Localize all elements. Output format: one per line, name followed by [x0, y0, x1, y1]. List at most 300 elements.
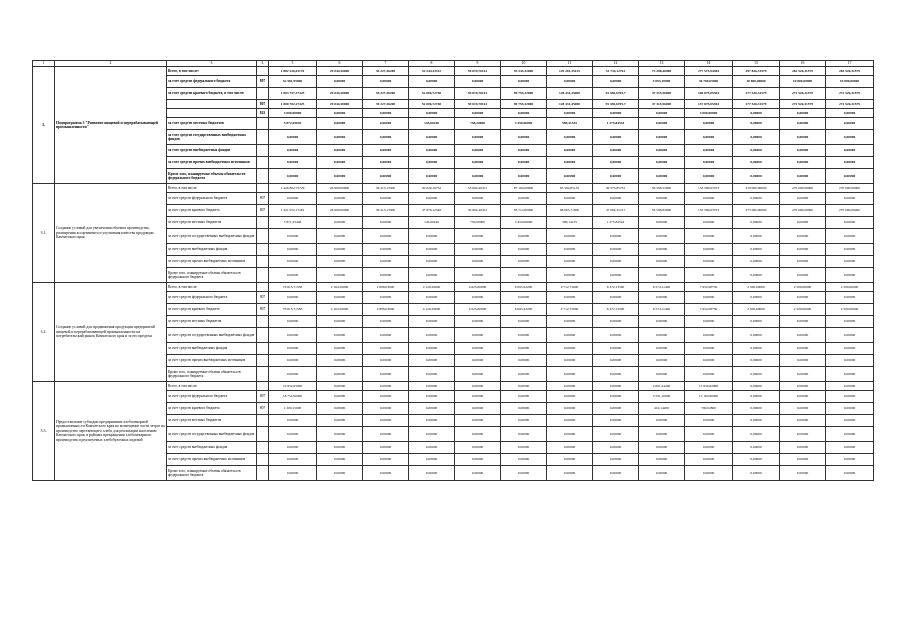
amount-cell: 5 871,55448 [269, 217, 317, 229]
amount-cell: 0,00000 [317, 145, 363, 157]
funding-source: Кроме того, планируемые объемы обязательств федерального бюджета [167, 268, 257, 283]
amount-cell: 6 095,22200 [501, 304, 547, 316]
budget-code [257, 130, 269, 145]
amount-cell: 0,00000 [409, 316, 455, 328]
budget-code: 807 [257, 304, 269, 316]
amount-cell: 0,00000 [826, 343, 874, 355]
amount-cell: 0,00000 [317, 403, 363, 415]
amount-cell: 1 275,84544 [593, 217, 639, 229]
header-cell: 6 [317, 61, 363, 67]
amount-cell: 0,00000 [317, 355, 363, 367]
amount-cell: 0,00000 [733, 427, 780, 442]
amount-cell: 0,00000 [455, 343, 501, 355]
amount-cell: 3 000,00000 [269, 109, 317, 118]
amount-cell: 0,00000 [455, 169, 501, 184]
amount-cell: 47 315,56000 [639, 88, 685, 100]
amount-cell: 0,00000 [269, 157, 317, 169]
amount-cell: 0,00000 [501, 244, 547, 256]
funding-source: за счет средств прочих внебюджетных источников [167, 355, 257, 367]
item-number: 3.2. [33, 283, 55, 382]
item-name: Предоставление субсидии предприятиям хлебопекарной промышленности Камчатского края на возмещение части затрат на производство черствеющего хлеба для реализации населению Камчатского края, в районах прекращения хлебопекарного производства и реализуемых хлебобулочных изделий [55, 382, 167, 481]
amount-cell: 0,00000 [547, 268, 593, 283]
amount-cell: 0,00000 [733, 292, 780, 304]
amount-cell: 0,00000 [269, 415, 317, 427]
amount-cell: 0,00000 [317, 382, 363, 391]
amount-cell: 52 006,72740 [409, 100, 455, 109]
amount-cell: 47 315,56000 [639, 100, 685, 109]
amount-cell: 0,00000 [501, 391, 547, 403]
amount-cell: 5 872,05045 [269, 118, 317, 130]
amount-cell: 0,00000 [409, 328, 455, 343]
header-cell: 3 [167, 61, 257, 67]
header-cell: 5 [269, 61, 317, 67]
amount-cell: 0,00000 [639, 217, 685, 229]
amount-cell: 0,00000 [593, 244, 639, 256]
amount-cell: 0,00000 [780, 292, 826, 304]
amount-cell: 0,00000 [501, 466, 547, 481]
amount-cell: 277 575,94304 [685, 67, 733, 76]
amount-cell: 0,00000 [685, 415, 733, 427]
amount-cell: 0,00000 [733, 145, 780, 157]
funding-source: за счет средств местных бюджетов [167, 415, 257, 427]
amount-cell: 0,00000 [409, 403, 455, 415]
amount-cell: 0,00000 [363, 343, 409, 355]
amount-cell: 0,00000 [409, 268, 455, 283]
funding-source: за счет средств государственных внебюджетных фондов [167, 229, 257, 244]
amount-cell: 0,00000 [780, 328, 826, 343]
amount-cell: 270 000,00000 [780, 205, 826, 217]
amount-cell: 0,00000 [780, 169, 826, 184]
amount-cell: 0,00000 [733, 229, 780, 244]
funding-source [167, 100, 257, 109]
budget-code: 807 [257, 391, 269, 403]
budget-code: 843 [257, 109, 269, 118]
amount-cell: 56 596,82900 [639, 205, 685, 217]
amount-cell: 0,00000 [269, 244, 317, 256]
amount-cell: 2 500,00000 [826, 304, 874, 316]
amount-cell: 0,00000 [409, 76, 455, 88]
amount-cell: 0,00000 [501, 109, 547, 118]
amount-cell: 0,00000 [317, 466, 363, 481]
amount-cell: 0,00000 [501, 355, 547, 367]
amount-cell: 0,00000 [269, 193, 317, 205]
amount-cell: 0,00000 [317, 316, 363, 328]
amount-cell: 0,00000 [826, 382, 874, 391]
amount-cell: 0,00000 [733, 268, 780, 283]
amount-cell: 0,00000 [826, 403, 874, 415]
amount-cell: 0,00000 [826, 193, 874, 205]
amount-cell: 0,00000 [826, 328, 874, 343]
amount-cell: 589,41335 [547, 118, 593, 130]
amount-cell: 0,00000 [547, 157, 593, 169]
amount-cell: 0,00000 [363, 217, 409, 229]
amount-cell: 0,00000 [733, 169, 780, 184]
amount-cell: 0,00000 [593, 403, 639, 415]
budget-code: 807 [257, 100, 269, 109]
amount-cell: 0,00000 [363, 292, 409, 304]
amount-cell: 0,00000 [826, 367, 874, 382]
amount-cell: 0,00000 [363, 415, 409, 427]
funding-source: Кроме того, планируемые объемы обязательств федерального бюджета [167, 169, 257, 184]
amount-cell: 0,00000 [409, 292, 455, 304]
budget-code [257, 442, 269, 454]
amount-cell: 0,00000 [455, 292, 501, 304]
amount-cell: 0,00000 [363, 466, 409, 481]
amount-cell: 0,00000 [547, 109, 593, 118]
amount-cell: 0,00000 [501, 145, 547, 157]
amount-cell: 0,00000 [685, 217, 733, 229]
amount-cell: 50 029,10752 [409, 184, 455, 193]
amount-cell: 0,00000 [501, 256, 547, 268]
item-number: 3. [33, 67, 55, 184]
amount-cell: 0,00000 [317, 328, 363, 343]
amount-cell: 0,00000 [780, 343, 826, 355]
amount-cell: 0,00000 [826, 442, 874, 454]
amount-cell: 1 800 702,27425 [269, 100, 317, 109]
amount-cell: 0,00000 [547, 343, 593, 355]
amount-cell: 0,00000 [501, 292, 547, 304]
amount-cell: 0,00000 [455, 193, 501, 205]
amount-cell: 0,00000 [409, 391, 455, 403]
item-number: 3.1. [33, 184, 55, 283]
amount-cell: 0,00000 [409, 355, 455, 367]
amount-cell: 0,00000 [685, 355, 733, 367]
amount-cell: 98 005,71000 [547, 205, 593, 217]
amount-cell: 0,00000 [317, 427, 363, 442]
amount-cell: 272 526,31579 [780, 100, 826, 109]
header-cell: 9 [455, 61, 501, 67]
amount-cell: 59 019,70161 [455, 100, 501, 109]
budget-code: 807 [257, 205, 269, 217]
amount-cell: 0,00000 [317, 118, 363, 130]
amount-cell: 3 450,00000 [501, 217, 547, 229]
amount-cell: 0,00000 [593, 169, 639, 184]
amount-cell: 0,00000 [547, 316, 593, 328]
amount-cell: 0,00000 [780, 217, 826, 229]
amount-cell: 0,00000 [317, 217, 363, 229]
amount-cell: 0,00000 [547, 367, 593, 382]
amount-cell: 0,00000 [317, 292, 363, 304]
amount-cell: 0,00000 [826, 157, 874, 169]
amount-cell: 2 808,03000 [363, 283, 409, 292]
amount-cell: 0,00000 [547, 454, 593, 466]
amount-cell: 0,00000 [826, 415, 874, 427]
funding-source: за счет средств краевого бюджета [167, 304, 257, 316]
amount-cell: 410,14200 [639, 403, 685, 415]
amount-cell: 0,00000 [455, 328, 501, 343]
amount-cell: 0,00000 [409, 466, 455, 481]
amount-cell: 0,00000 [593, 367, 639, 382]
amount-cell: 0,00000 [455, 130, 501, 145]
budget-code [257, 268, 269, 283]
amount-cell: 0,00000 [593, 157, 639, 169]
amount-cell: 7 952,08750 [685, 304, 733, 316]
amount-cell: 0,00000 [455, 355, 501, 367]
amount-cell: 0,00000 [639, 229, 685, 244]
amount-cell: 0,00000 [826, 292, 874, 304]
amount-cell: 0,00000 [455, 466, 501, 481]
amount-cell: 160 875,05304 [685, 88, 733, 100]
amount-cell: 0,00000 [733, 355, 780, 367]
amount-cell: 0,00000 [363, 169, 409, 184]
funding-source: за счет средств прочих внебюджетных источников [167, 454, 257, 466]
table-row [33, 283, 874, 292]
amount-cell: 0,00000 [269, 256, 317, 268]
amount-cell: 0,00000 [733, 343, 780, 355]
amount-cell: 0,00000 [639, 157, 685, 169]
amount-cell: 18 751,90000 [269, 391, 317, 403]
amount-cell: 0,00000 [317, 367, 363, 382]
amount-cell: 0,00000 [317, 130, 363, 145]
table-row [33, 67, 874, 76]
amount-cell: 0,00000 [455, 442, 501, 454]
amount-cell: 0,00000 [501, 415, 547, 427]
amount-cell: 39 227,36200 [363, 67, 409, 76]
amount-cell: 0,00000 [780, 229, 826, 244]
amount-cell: 0,00000 [780, 109, 826, 118]
amount-cell: 0,00000 [409, 244, 455, 256]
amount-cell: 1 426 802,72729 [269, 184, 317, 193]
amount-cell: 4 625,00000 [455, 304, 501, 316]
amount-cell: 0,00000 [317, 442, 363, 454]
amount-cell: 0,00000 [826, 118, 874, 130]
amount-cell: 0,00000 [547, 415, 593, 427]
amount-cell: 6 372,13500 [593, 304, 639, 316]
amount-cell: 0,00000 [733, 130, 780, 145]
amount-cell: 0,00000 [363, 130, 409, 145]
budget-code [257, 415, 269, 427]
amount-cell: 0,00000 [455, 382, 501, 391]
amount-cell: 1 421 052,17281 [269, 205, 317, 217]
amount-cell: 93 243,32000 [501, 67, 547, 76]
amount-cell: 0,00000 [733, 157, 780, 169]
funding-source: за счет средств внебюджетных фондов [167, 343, 257, 355]
amount-cell: 0,00000 [363, 454, 409, 466]
amount-cell: 87 164,00000 [501, 184, 547, 193]
amount-cell: 6 574,11400 [639, 283, 685, 292]
budget-code [257, 157, 269, 169]
amount-cell: 0,00000 [547, 382, 593, 391]
amount-cell: 0,00000 [639, 118, 685, 130]
amount-cell: 0,00000 [593, 391, 639, 403]
budget-code [257, 316, 269, 328]
amount-cell: 0,00000 [826, 217, 874, 229]
item-name: Подпрограмма 3 "Развитие пищевой и перерабатывающей промышленности" [55, 67, 167, 184]
amount-cell: 750,00000 [455, 217, 501, 229]
amount-cell: 0,00000 [547, 355, 593, 367]
amount-cell: 0,00000 [780, 454, 826, 466]
header-cell: 15 [733, 61, 780, 67]
amount-cell: 0,00000 [269, 427, 317, 442]
amount-cell: 0,00000 [593, 268, 639, 283]
amount-cell: 7 952,08750 [685, 283, 733, 292]
amount-cell: 0,00000 [501, 367, 547, 382]
amount-cell: 0,00000 [593, 109, 639, 118]
amount-cell: 0,00000 [685, 229, 733, 244]
amount-cell: 0,00000 [363, 268, 409, 283]
amount-cell: 0,00000 [269, 169, 317, 184]
amount-cell: 0,00000 [455, 256, 501, 268]
amount-cell: 270 000,00000 [780, 184, 826, 193]
funding-source: за счет средств государственных внебюджетных фондов [167, 427, 257, 442]
amount-cell: 0,00000 [593, 145, 639, 157]
budget-code [257, 244, 269, 256]
amount-cell: 0,00000 [547, 427, 593, 442]
amount-cell: 52 006,72740 [409, 88, 455, 100]
amount-cell: 0,00000 [317, 415, 363, 427]
amount-cell: 0,00000 [455, 145, 501, 157]
budget-code [257, 256, 269, 268]
amount-cell: 129 201,35135 [547, 67, 593, 76]
budget-code: 807 [257, 193, 269, 205]
amount-cell: 0,00000 [501, 343, 547, 355]
amount-cell: 0,00000 [363, 328, 409, 343]
amount-cell: 0,00000 [317, 229, 363, 244]
amount-cell: 0,00000 [317, 256, 363, 268]
amount-cell: 0,00000 [733, 328, 780, 343]
amount-cell: 0,00000 [826, 466, 874, 481]
amount-cell: 2 808,03000 [363, 304, 409, 316]
amount-cell: 56 596,52900 [639, 184, 685, 193]
amount-cell: 758,20000 [455, 118, 501, 130]
header-cell: 17 [826, 61, 874, 67]
amount-cell: 0,00000 [455, 427, 501, 442]
amount-cell: 0,00000 [547, 292, 593, 304]
amount-cell: 26 900,00000 [317, 205, 363, 217]
amount-cell: 0,00000 [826, 454, 874, 466]
amount-cell: 3 591,10000 [639, 391, 685, 403]
amount-cell: 0,00000 [455, 268, 501, 283]
amount-cell: 0,00000 [455, 244, 501, 256]
amount-cell: 0,00000 [593, 130, 639, 145]
amount-cell: 0,00000 [593, 442, 639, 454]
amount-cell: 0,00000 [639, 256, 685, 268]
amount-cell: 15 950,82800 [685, 382, 733, 391]
amount-cell: 89 793,32000 [501, 100, 547, 109]
amount-cell: 4 129,29000 [409, 304, 455, 316]
amount-cell: 0,00000 [780, 382, 826, 391]
amount-cell: 0,00000 [363, 244, 409, 256]
budget-code [257, 367, 269, 382]
amount-cell: 0,00000 [363, 442, 409, 454]
funding-source: за счет средств краевого бюджета [167, 205, 257, 217]
amount-cell: 0,00000 [639, 292, 685, 304]
amount-cell: 4 129,29000 [409, 283, 455, 292]
funding-source: Кроме того, планируемые объемы обязательств федерального бюджета [167, 367, 257, 382]
amount-cell: 0,00000 [780, 145, 826, 157]
amount-cell: 0,00000 [501, 130, 547, 145]
amount-cell: 0,00000 [593, 454, 639, 466]
amount-cell: 29 044,50000 [317, 67, 363, 76]
amount-cell: 0,00000 [501, 157, 547, 169]
amount-cell: 0,00000 [409, 157, 455, 169]
amount-cell: 0,00000 [826, 169, 874, 184]
amount-cell: 0,00000 [455, 403, 501, 415]
header-cell: 7 [363, 61, 409, 67]
amount-cell: 0,00000 [639, 343, 685, 355]
amount-cell: 0,00000 [547, 145, 593, 157]
amount-cell: 0,00000 [593, 415, 639, 427]
funding-source: за счет средств внебюджетных фондов [167, 244, 257, 256]
amount-cell: 0,00000 [269, 316, 317, 328]
amount-cell: 297 826,31579 [733, 67, 780, 76]
amount-cell: 0,00000 [593, 427, 639, 442]
amount-cell: 0,00000 [409, 427, 455, 442]
amount-cell: 0,00000 [780, 427, 826, 442]
amount-cell: 0,00000 [733, 466, 780, 481]
amount-cell: 0,00000 [733, 382, 780, 391]
amount-cell: 2 500,00000 [780, 283, 826, 292]
budget-table [32, 60, 874, 481]
amount-cell: 153 589,63703 [685, 205, 733, 217]
amount-cell: 0,00000 [826, 256, 874, 268]
amount-cell: 0,00000 [547, 169, 593, 184]
budget-code [257, 427, 269, 442]
amount-cell: 0,00000 [826, 229, 874, 244]
amount-cell: 0,00000 [269, 145, 317, 157]
amount-cell: 0,00000 [780, 355, 826, 367]
amount-cell: 0,00000 [317, 244, 363, 256]
budget-code [257, 118, 269, 130]
amount-cell: 0,00000 [733, 109, 780, 118]
amount-cell: 2 500,00000 [826, 283, 874, 292]
header-cell: 4 [257, 61, 269, 67]
amount-cell: 0,00000 [639, 415, 685, 427]
header-cell: 10 [501, 61, 547, 67]
amount-cell: 0,00000 [455, 316, 501, 328]
amount-cell: 36 413,13300 [363, 184, 409, 193]
amount-cell: 0,00000 [363, 427, 409, 442]
amount-cell: 0,00000 [501, 328, 547, 343]
amount-cell: 9 712,75000 [547, 304, 593, 316]
amount-cell: 0,00000 [593, 193, 639, 205]
funding-source: за счет средств федерального бюджета [167, 76, 257, 88]
funding-source: Всего, в том числе: [167, 382, 257, 391]
amount-cell: 0,00000 [455, 76, 501, 88]
amount-cell: 0,00000 [826, 145, 874, 157]
amount-cell: 4 625,00000 [455, 283, 501, 292]
amount-cell: 0,00000 [547, 403, 593, 415]
amount-cell: 59 019,70161 [455, 88, 501, 100]
funding-source [167, 109, 257, 118]
amount-cell: 0,00000 [317, 343, 363, 355]
amount-cell: 0,00000 [639, 169, 685, 184]
amount-cell: 0,00000 [593, 328, 639, 343]
amount-cell: 0,00000 [363, 157, 409, 169]
amount-cell: 0,00000 [269, 367, 317, 382]
amount-cell: 0,00000 [593, 355, 639, 367]
header-cell: 12 [593, 61, 639, 67]
amount-cell: 76 615,71530 [269, 304, 317, 316]
amount-cell: 0,00000 [455, 109, 501, 118]
amount-cell: 0,00000 [363, 256, 409, 268]
amount-cell: 0,00000 [639, 130, 685, 145]
amount-cell: 0,00000 [685, 169, 733, 184]
budget-code: 807 [257, 403, 269, 415]
amount-cell: 0,00000 [269, 442, 317, 454]
amount-cell: 0,00000 [269, 130, 317, 145]
amount-cell: 0,00000 [409, 109, 455, 118]
amount-cell: 0,00000 [455, 391, 501, 403]
amount-cell: 0,00000 [733, 256, 780, 268]
amount-cell: 790,02800 [685, 403, 733, 415]
amount-cell: 0,00000 [593, 292, 639, 304]
amount-cell: 0,00000 [826, 391, 874, 403]
amount-cell: 0,00000 [780, 415, 826, 427]
amount-cell: 0,00000 [780, 466, 826, 481]
budget-code [257, 283, 269, 292]
amount-cell: 0,00000 [826, 355, 874, 367]
